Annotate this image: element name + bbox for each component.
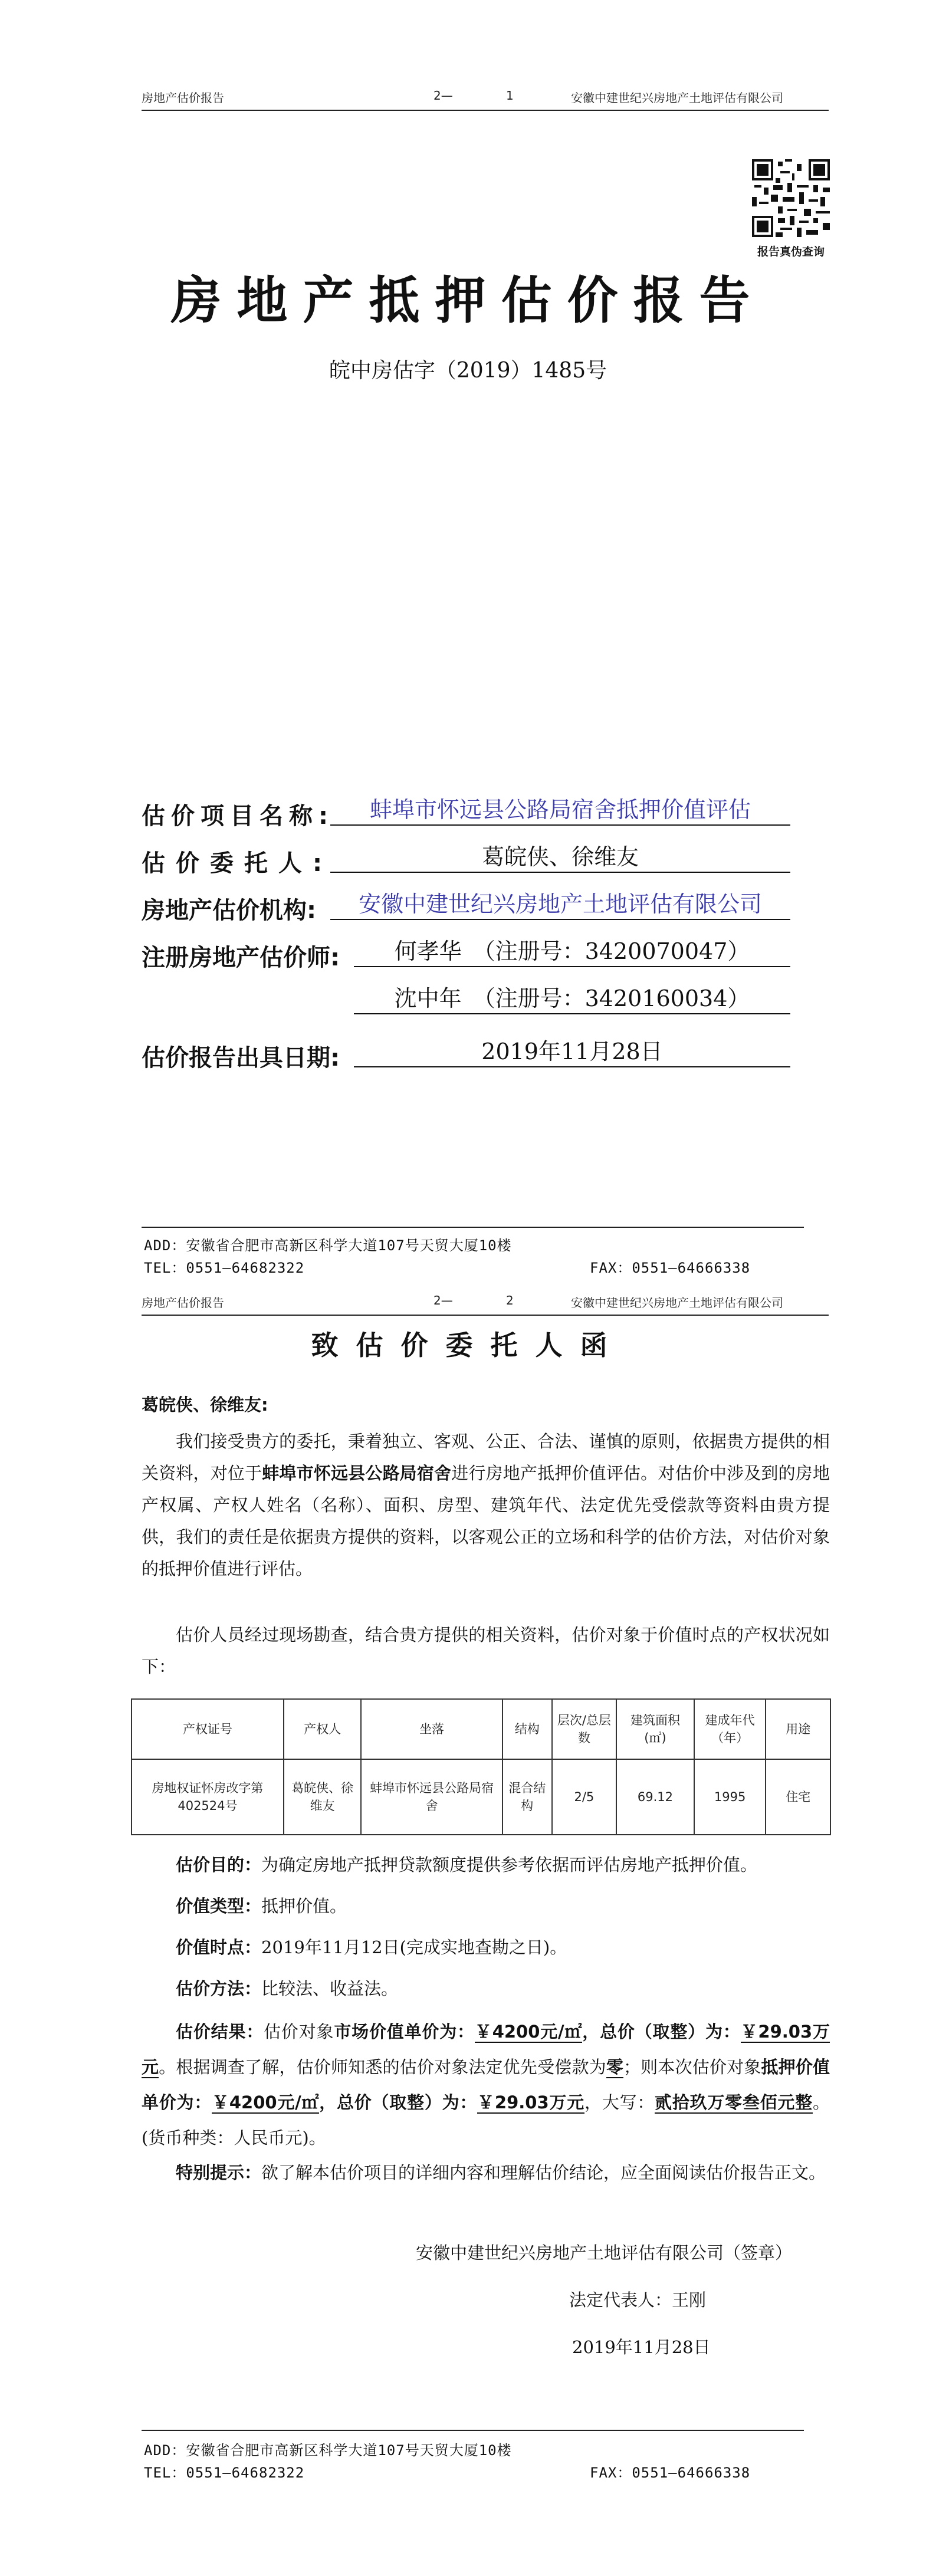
result-label: 估价结果：	[176, 2022, 264, 2042]
page1-header-left: 房地产估价报告	[142, 91, 224, 105]
special-label: 特别提示：	[176, 2163, 262, 2183]
page2-footer-address: ADD：安徽省合肥市高新区科学大道107号天贸大厦10楼	[144, 2442, 512, 2459]
page2-header-right: 安徽中建世纪兴房地产土地评估有限公司	[571, 1296, 783, 1310]
th-year: 建成年代（年）	[694, 1699, 766, 1759]
priority-payment: 零	[606, 2057, 623, 2077]
purpose-text: 为确定房地产抵押贷款额度提供参考依据而评估房地产抵押价值。	[261, 1855, 758, 1875]
agency-value: 安徽中建世纪兴房地产土地评估有限公司	[330, 889, 790, 920]
th-location: 坐落	[361, 1699, 503, 1759]
result-paragraph	[142, 2014, 830, 2156]
market-total-price: ￥29.03万元	[142, 2022, 830, 2077]
result-6: 。根据调查了解，估价师知悉的估价对象法定优先受偿款为	[159, 2057, 606, 2077]
page1-footer-address: ADD：安徽省合肥市高新区科学大道107号天贸大厦10楼	[144, 1237, 512, 1254]
result-8: ；则本次估价对象	[623, 2057, 761, 2077]
td-year: 1995	[694, 1759, 766, 1835]
th-floor: 层次/总层数	[552, 1699, 617, 1759]
th-owner: 产权人	[284, 1699, 361, 1759]
result-11: ，总价（取整）为：	[319, 2092, 478, 2112]
special-note	[142, 2156, 830, 2190]
mortgage-unit-price: ￥4200元/㎡	[212, 2092, 320, 2112]
report-number: 皖中房估字（2019）1485号	[329, 359, 607, 383]
th-use: 用途	[766, 1699, 830, 1759]
table-row	[132, 1759, 830, 1835]
page1-footer-fax: FAX：0551—64666338	[590, 1260, 751, 1276]
td-owner: 葛皖侠、徐维友	[284, 1759, 361, 1835]
appraiser-1-value: 何孝华 （注册号：3420070047）	[354, 937, 790, 967]
value-type-text: 抵押价值。	[261, 1896, 347, 1916]
property-location: 蚌埠市怀远县公路局宿舍	[262, 1463, 452, 1483]
project-value: 蚌埠市怀远县公路局宿舍抵押价值评估	[330, 795, 790, 826]
date-value: 2019年11月28日	[354, 1037, 790, 1067]
market-unit-price: ￥4200元/㎡	[474, 2022, 583, 2042]
page1-header-page-label: 2—	[433, 88, 453, 103]
result-9: 抵押价值单价为：	[142, 2057, 830, 2112]
result-13: ，大写：	[584, 2092, 655, 2112]
agency-label: 房地产估价机构:	[142, 897, 316, 924]
table-header-row	[132, 1699, 830, 1759]
value-type-line	[176, 1890, 830, 1922]
amount-in-words: 贰拾玖万零叁佰元整	[655, 2092, 813, 2112]
salutation-text: 葛皖侠、徐维友:	[142, 1395, 268, 1415]
td-cert-no: 房地权证怀房改字第402524号	[132, 1759, 284, 1835]
page2-header-left: 房地产估价报告	[142, 1296, 224, 1310]
page2-footer-tel: TEL：0551—64682322	[144, 2465, 305, 2481]
client-label: 估价委托人:	[142, 850, 333, 877]
property-table	[131, 1698, 831, 1835]
method-text: 比较法、收益法。	[261, 1979, 399, 1999]
letter-title: 致估价委托人函	[311, 1329, 625, 1361]
special-text: 欲了解本估价项目的详细内容和理解估价结论，应全面阅读估价报告正文。	[261, 2163, 826, 2183]
result-1: 估价对象	[264, 2022, 334, 2042]
page2-header-page-num: 2	[506, 1293, 514, 1307]
page2-header-page-label: 2—	[433, 1293, 453, 1307]
td-location: 蚌埠市怀远县公路局宿舍	[361, 1759, 503, 1835]
method-line	[176, 1973, 830, 2005]
report-title: 房地产抵押估价报告	[170, 271, 766, 330]
client-value: 葛皖侠、徐维友	[330, 842, 790, 873]
td-floor: 2/5	[552, 1759, 617, 1835]
td-area: 69.12	[616, 1759, 694, 1835]
qr-caption: 报告真伪查询	[757, 245, 825, 258]
result-4: ，总价（取整）为：	[582, 2022, 741, 2042]
page1-footer-rule	[142, 1227, 804, 1228]
signature-date: 2019年11月28日	[572, 2337, 711, 2357]
date-label: 估价报告出具日期:	[142, 1044, 340, 1072]
qr-code-icon[interactable]	[752, 159, 830, 237]
page1-header-rule	[142, 110, 829, 111]
page2-footer-fax: FAX：0551—64666338	[590, 2465, 751, 2481]
page1-header-page-num: 1	[506, 88, 514, 103]
mortgage-total-price: ￥29.03万元	[477, 2092, 584, 2112]
th-structure: 结构	[503, 1699, 552, 1759]
method-label: 估价方法：	[176, 1979, 262, 1999]
paragraph-2: 估价人员经过现场勘查，结合贵方提供的相关资料，估价对象于价值时点的产权状况如下：	[142, 1625, 830, 1677]
th-cert-no: 产权证号	[132, 1699, 284, 1759]
td-use: 住宅	[766, 1759, 830, 1835]
value-date-text: 2019年11月12日(完成实地查勘之日)。	[261, 1937, 567, 1957]
result-2: 市场价值单价为：	[334, 2022, 475, 2042]
value-date-label: 价值时点：	[176, 1937, 262, 1957]
purpose-line	[176, 1849, 830, 1881]
signature-representative: 法定代表人：王刚	[569, 2290, 707, 2310]
paragraph-1-a: 我们接受贵方的委托，秉着独立、客观、公正、合法、谨慎的原则，依据贵方提供的相关资料，对位于	[142, 1431, 830, 1483]
salutation	[142, 1389, 268, 1421]
value-type-label: 价值类型：	[176, 1896, 262, 1916]
page1-footer-tel: TEL：0551—64682322	[144, 1260, 305, 1276]
page1-header-right: 安徽中建世纪兴房地产土地评估有限公司	[571, 91, 783, 105]
page2-footer-rule	[142, 2430, 804, 2431]
appraiser-2-value: 沈中年 （注册号：3420160034）	[354, 984, 790, 1014]
purpose-label: 估价目的：	[176, 1855, 262, 1875]
project-label: 估价项目名称:	[142, 803, 334, 830]
page2-header-rule	[142, 1315, 829, 1316]
th-area: 建筑面积(㎡)	[616, 1699, 694, 1759]
value-date-line	[176, 1931, 830, 1963]
signature-company: 安徽中建世纪兴房地产土地评估有限公司（签章）	[416, 2243, 793, 2263]
paragraph-1	[142, 1425, 830, 1585]
td-structure: 混合结构	[503, 1759, 552, 1835]
appraiser-label: 注册房地产估价师:	[142, 944, 340, 971]
paragraph-1-c: 进行房地产抵押价值评估。对估价中涉及到的房地产权属、产权人姓名（名称）、面积、房型、建筑年代、法定优先受偿款等资料由贵方提供，我们的责任是依据贵方提供的资料，以客观公正的立场和科学的估价方法，对估价对象的抵押价值进行评估。	[142, 1463, 830, 1579]
result-15: 。(货币种类：人民币元)。	[142, 2092, 830, 2148]
